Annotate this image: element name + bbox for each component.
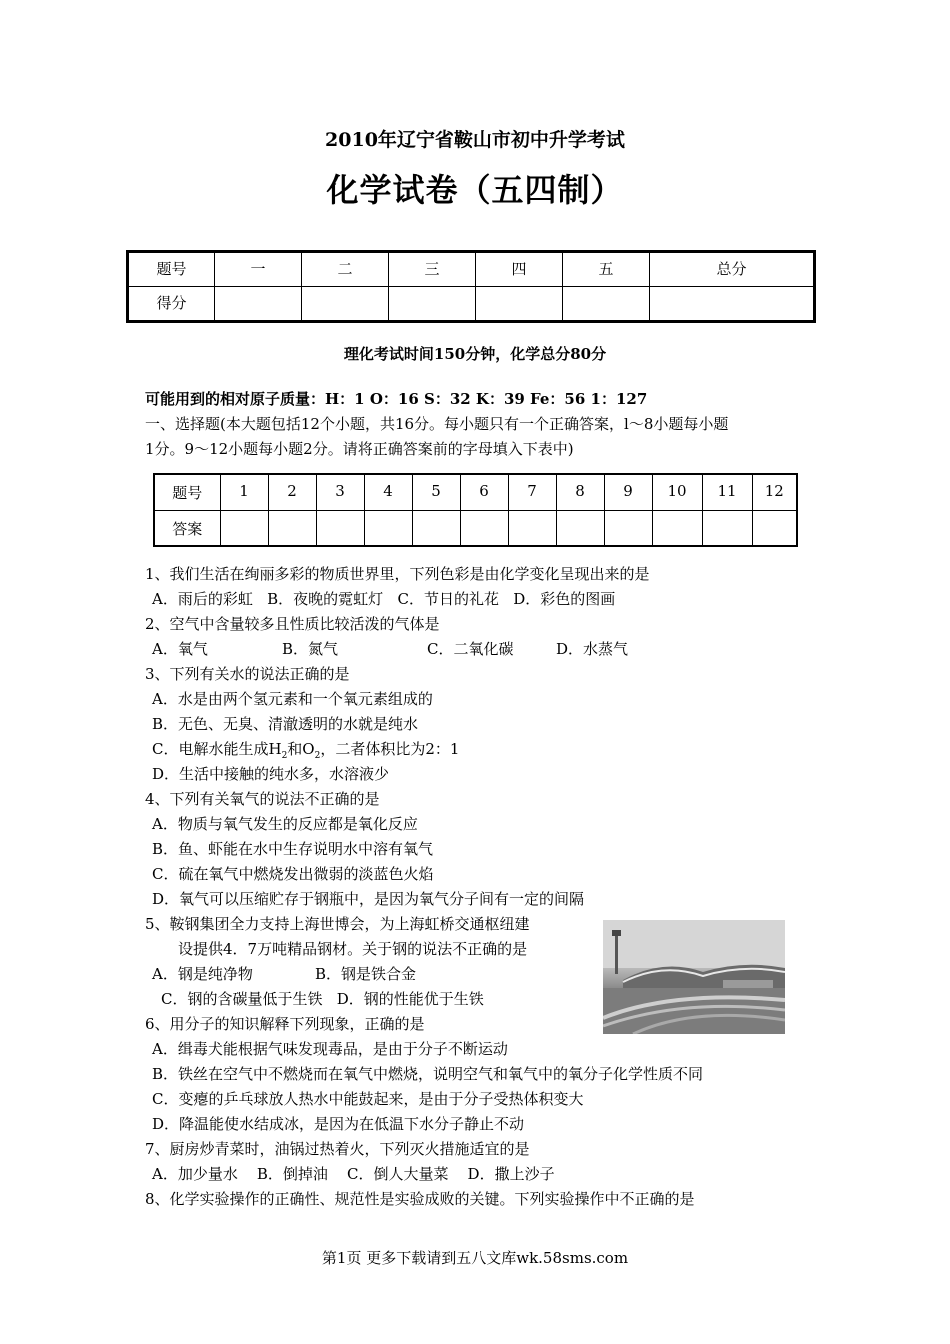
question-6-option-a: A．缉毒犬能根据气味发现毒品，是由于分子不断运动 [152,1040,508,1058]
score-row-label: 得分 [128,287,215,322]
answer-entry[interactable] [364,510,412,546]
answer-entry[interactable] [316,510,364,546]
question-2-option-d: D．水蒸气 [556,640,629,658]
score-cell-5: 五 [563,252,650,287]
question-3: 3、下列有关水的说法正确的是 [145,665,350,683]
question-6-option-b: B．铁丝在空气中不燃烧而在氧气中燃烧，说明空气和氧气中的氧分子化学性质不同 [152,1065,704,1083]
question-4-option-c: C．硫在氧气中燃烧发出微弱的淡蓝色火焰 [152,865,434,883]
answer-table [153,473,798,547]
answer-number: 9 [604,474,652,510]
answer-entry[interactable] [268,510,316,546]
question-3-option-c-part2: 和O [287,740,315,758]
section1-intro-line1: 一、选择题(本大题包括12个小题，共16分。每小题只有一个正确答案，l～8小题每小题 [145,415,729,433]
score-entry[interactable] [215,287,302,322]
answer-number: 1 [220,474,268,510]
answer-entry[interactable] [652,510,702,546]
score-entry[interactable] [563,287,650,322]
answer-entry[interactable] [702,510,752,546]
question-2: 2、空气中含量较多且性质比较活泼的气体是 [145,615,440,633]
question-7-options: A．加少量水 B．倒掉油 C．倒人大量菜 D．撒上沙子 [152,1165,555,1183]
hongqiao-hub-photo [603,920,785,1034]
score-cell-3: 三 [389,252,476,287]
answer-number: 6 [460,474,508,510]
score-cell-total: 总分 [650,252,815,287]
answer-number: 8 [556,474,604,510]
question-6: 6、用分子的知识解释下列现象，正确的是 [145,1015,425,1033]
question-3-option-c-part1: C．电解水能生成H [152,740,282,758]
score-table-score-row [128,287,815,322]
question-4-option-b: B．鱼、虾能在水中生存说明水中溶有氧气 [152,840,434,858]
answer-entry[interactable] [604,510,652,546]
score-table-header-row [128,252,815,287]
answer-number: 2 [268,474,316,510]
exam-time-note: 理化考试时间150分钟，化学总分80分 [343,345,607,363]
question-3-option-a: A．水是由两个氢元素和一个氧元素组成的 [152,690,433,708]
atomic-mass-line: 可能用到的相对原子质量：H：1 O：16 S：32 K：39 Fe：56 1：127 [145,390,648,408]
answer-entry[interactable] [412,510,460,546]
answer-entry[interactable] [508,510,556,546]
score-cell-2: 二 [302,252,389,287]
answer-entry[interactable] [556,510,604,546]
score-entry[interactable] [476,287,563,322]
score-entry[interactable] [302,287,389,322]
exam-title: 2010年辽宁省鞍山市初中升学考试 [325,129,625,151]
question-4-option-a: A．物质与氧气发生的反应都是氧化反应 [152,815,418,833]
score-table [126,250,816,323]
score-cell-label: 题号 [128,252,215,287]
question-2-option-c: C．二氧化碳 [427,640,514,658]
answer-entry[interactable] [752,510,797,546]
question-6-option-c: C．变瘪的乒乓球放人热水中能鼓起来，是由于分子受热体积变大 [152,1090,584,1108]
question-3-option-b: B．无色、无臭、清澈透明的水就是纯水 [152,715,419,733]
score-cell-4: 四 [476,252,563,287]
answer-number: 12 [752,474,797,510]
subscript-2: 2 [281,751,288,761]
answer-entry[interactable] [460,510,508,546]
section1-intro-line2: 1分。9～12小题每小题2分。请将正确答案前的字母填入下表中) [145,440,574,458]
answer-entry[interactable] [220,510,268,546]
question-2-option-b: B．氮气 [282,640,339,658]
answer-number: 5 [412,474,460,510]
answer-number: 7 [508,474,556,510]
score-cell-1: 一 [215,252,302,287]
question-3-option-c [152,738,459,761]
question-3-option-d: D．生活中接触的纯水多，水溶液少 [152,765,390,783]
question-1-options: A．雨后的彩虹 B．夜晚的霓虹灯 C．节日的礼花 D．彩色的图画 [152,590,616,608]
page-footer: 第1页 更多下载请到五八文库wk.58sms.com [321,1249,629,1267]
question-5-line2: 设提供4．7万吨精品钢材。关于钢的说法不正确的是 [178,940,528,958]
answer-row-label: 答案 [154,510,220,546]
score-entry[interactable] [389,287,476,322]
question-4-option-d: D．氧气可以压缩贮存于钢瓶中，是因为氧气分子间有一定的间隔 [152,890,585,908]
subscript-2: 2 [314,751,321,761]
exam-subtitle: 化学试卷（五四制） [326,171,624,209]
answer-number: 11 [702,474,752,510]
question-5-option-a: A．钢是纯净物 [152,965,253,983]
answer-table-answer-row [154,510,797,546]
score-entry-total[interactable] [650,287,815,322]
question-6-option-d: D．降温能使水结成冰，是因为在低温下水分子静止不动 [152,1115,525,1133]
question-1: 1、我们生活在绚丽多彩的物质世界里，下列色彩是由化学变化呈现出来的是 [145,565,650,583]
hub-photo-illustration [603,920,785,1034]
answer-table-number-row [154,474,797,510]
answer-number: 3 [316,474,364,510]
question-5-option-b: B．钢是铁合金 [315,965,417,983]
question-7: 7、厨房炒青菜时，油锅过热着火，下列灭火措施适宜的是 [145,1140,530,1158]
question-5-options-cd: C．钢的含碳量低于生铁 D．钢的性能优于生铁 [161,990,484,1008]
question-3-option-c-part3: ，二者体积比为2：1 [320,740,460,758]
answer-number: 10 [652,474,702,510]
answer-number: 4 [364,474,412,510]
question-5-line1: 5、鞍钢集团全力支持上海世博会，为上海虹桥交通枢纽建 [145,915,530,933]
answer-header-label: 题号 [154,474,220,510]
question-8: 8、化学实验操作的正确性、规范性是实验成败的关键。下列实验操作中不正确的是 [145,1190,695,1208]
question-2-option-a: A．氧气 [152,640,208,658]
question-4: 4、下列有关氧气的说法不正确的是 [145,790,380,808]
